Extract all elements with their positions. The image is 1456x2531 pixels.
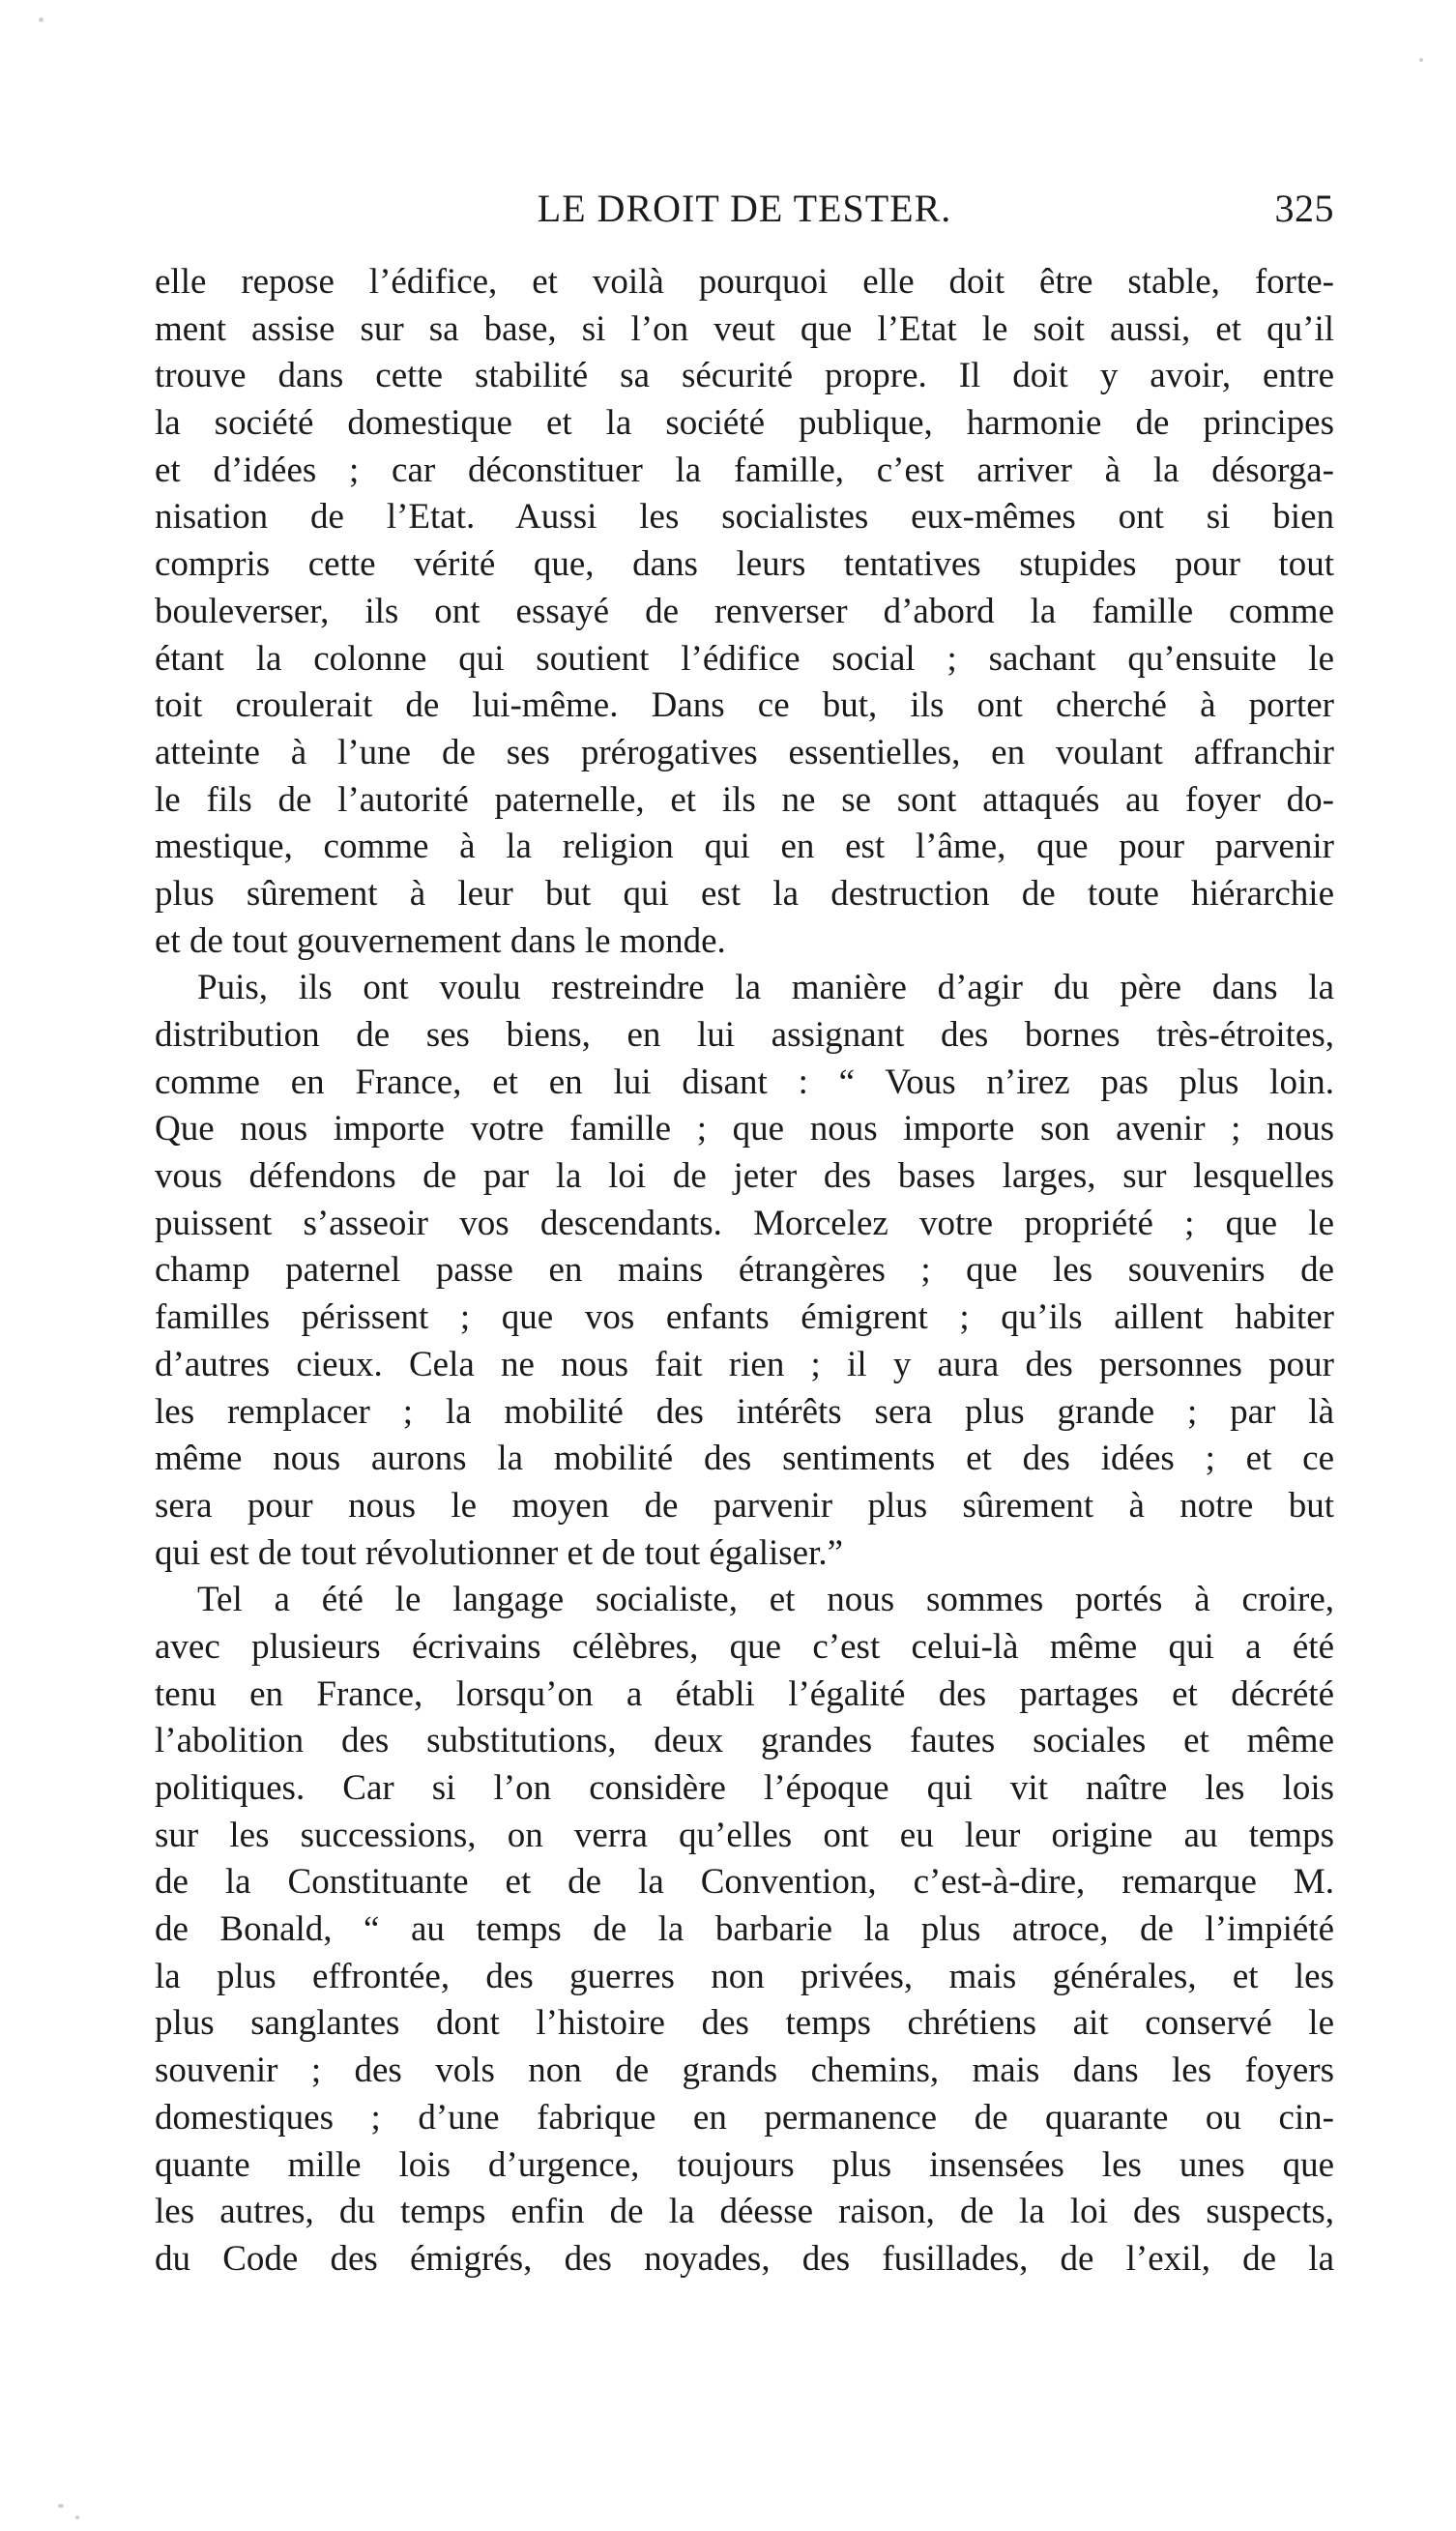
text-line: de Bonald, “ au temps de la barbarie la plus atroce, de l’impiété	[155, 1909, 1334, 1950]
text-line: du Code des émigrés, des noyades, des fusillades, de l’exil, de la	[155, 2238, 1334, 2279]
text-line: la plus effrontée, des guerres non privées, mais générales, et les	[155, 1956, 1334, 1996]
text-line: nisation de l’Etat. Aussi les socialistes eux-mêmes ont si bien	[155, 497, 1334, 538]
text-line: Puis, ils ont voulu restreindre la manière d’agir du père dans la	[197, 968, 1334, 1008]
text-line: étant la colonne qui soutient l’édifice social ; sachant qu’ensuite le	[155, 638, 1334, 679]
text-line: et de tout gouvernement dans le monde.	[155, 920, 726, 961]
text-line: d’autres cieux. Cela ne nous fait rien ; il y aura des personnes pour	[155, 1344, 1334, 1384]
text-line: et d’idées ; car déconstituer la famille, c’est arriver à la désorga-	[155, 450, 1334, 490]
text-line: même nous aurons la mobilité des sentiments et des idées ; et ce	[155, 1439, 1334, 1479]
paper-speck	[75, 2516, 79, 2519]
text-line: l’abolition des substitutions, deux grandes fautes sociales et même	[155, 1721, 1334, 1761]
text-line: les autres, du temps enfin de la déesse raison, de la loi des suspects,	[155, 2192, 1334, 2232]
text-line: vous défendons de par la loi de jeter des bases larges, sur lesquelles	[155, 1156, 1334, 1197]
text-line: familles périssent ; que vos enfants émigrent ; qu’ils aillent habiter	[155, 1297, 1334, 1338]
text-line: souvenir ; des vols non de grands chemins, mais dans les foyers	[155, 2051, 1334, 2091]
text-line: toit croulerait de lui-même. Dans ce but, ils ont cherché à porter	[155, 685, 1334, 726]
text-line: qui est de tout révolutionner et de tout égaliser.”	[155, 1532, 844, 1573]
body-text	[155, 259, 1334, 2284]
text-line: atteinte à l’une de ses prérogatives essentielles, en voulant affranchir	[155, 732, 1334, 772]
text-line: mestique, comme à la religion qui en est l’âme, que pour parvenir	[155, 827, 1334, 867]
text-line: ment assise sur sa base, si l’on veut que l’Etat le soit aussi, et qu’il	[155, 308, 1334, 349]
text-line: quante mille lois d’urgence, toujours plus insensées les unes que	[155, 2144, 1334, 2185]
text-line: politiques. Car si l’on considère l’époque qui vit naître les lois	[155, 1768, 1334, 1808]
text-line: de la Constituante et de la Convention, c’est-à-dire, remarque M.	[155, 1862, 1334, 1903]
text-line: tenu en France, lorsqu’on a établi l’égalité des partages et décrété	[155, 1673, 1334, 1714]
text-line: domestiques ; d’une fabrique en permanence de quarante ou cin-	[155, 2097, 1334, 2138]
text-line: les remplacer ; la mobilité des intérêts sera plus grande ; par là	[155, 1391, 1334, 1432]
text-line: puissent s’asseoir vos descendants. Morcelez votre propriété ; que le	[155, 1203, 1334, 1243]
text-line: bouleverser, ils ont essayé de renverser d’abord la famille comme	[155, 591, 1334, 631]
text-line: champ paternel passe en mains étrangères ; que les souvenirs de	[155, 1250, 1334, 1291]
text-line: compris cette vérité que, dans leurs tentatives stupides pour tout	[155, 544, 1334, 585]
text-line: Tel a été le langage socialiste, et nous sommes portés à croire,	[197, 1580, 1334, 1620]
paper-speck	[58, 2504, 64, 2508]
text-line: sur les successions, on verra qu’elles ont eu leur origine au temps	[155, 1815, 1334, 1855]
text-line: le fils de l’autorité paternelle, et ils ne se sont attaqués au foyer do-	[155, 779, 1334, 820]
text-line: plus sanglantes dont l’histoire des temps chrétiens ait conservé le	[155, 2003, 1334, 2044]
text-line: Que nous importe votre famille ; que nous importe son avenir ; nous	[155, 1109, 1334, 1149]
text-line: plus sûrement à leur but qui est la destruction de toute hiérarchie	[155, 873, 1334, 914]
page-number: 325	[1274, 187, 1334, 230]
running-head	[155, 186, 1334, 234]
text-line: elle repose l’édifice, et voilà pourquoi elle doit être stable, forte-	[155, 262, 1334, 302]
running-title: LE DROIT DE TESTER.	[537, 187, 952, 230]
paper-speck	[1419, 58, 1423, 62]
text-line: sera pour nous le moyen de parvenir plus sûrement à notre but	[155, 1485, 1334, 1526]
text-line: trouve dans cette stabilité sa sécurité propre. Il doit y avoir, entre	[155, 356, 1334, 396]
text-line: distribution de ses biens, en lui assignant des bornes très-étroites,	[155, 1015, 1334, 1055]
text-line: avec plusieurs écrivains célèbres, que c’est celui-là même qui a été	[155, 1626, 1334, 1667]
paper-speck	[39, 17, 44, 22]
text-line: comme en France, et en lui disant : “ Vous n’irez pas plus loin.	[155, 1062, 1334, 1102]
text-line: la société domestique et la société publique, harmonie de principes	[155, 403, 1334, 444]
